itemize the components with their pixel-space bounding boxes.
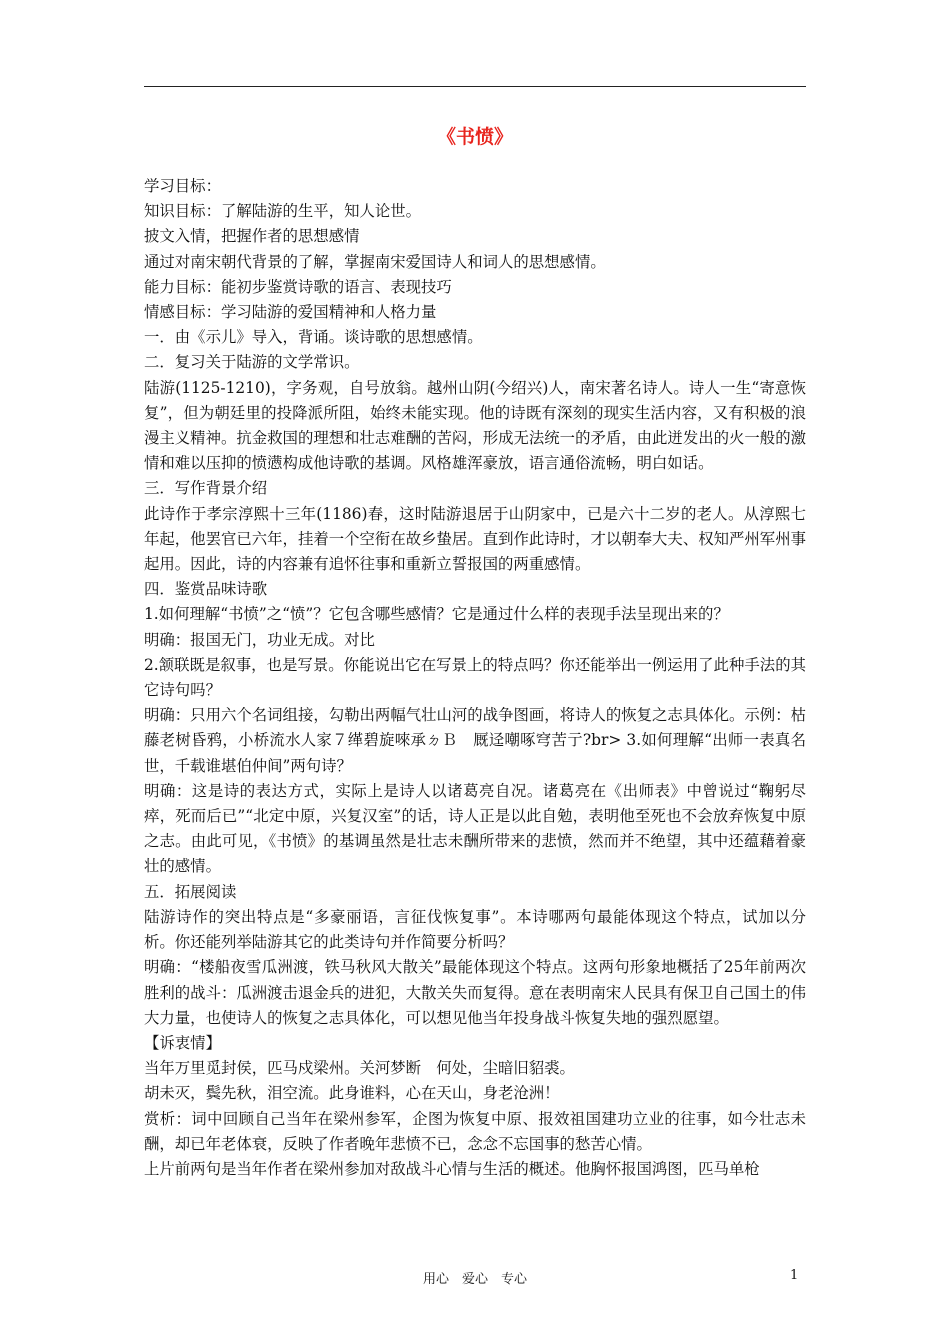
page-number: 1 <box>790 1268 799 1283</box>
paragraph: 赏析：词中回顾自己当年在梁州参军，企图为恢复中原、报效祖国建功立业的往事，如今壮志未酬，却已年老体衰，反映了作者晚年悲愤不已，念念不忘国事的愁苦心情。 <box>144 1109 806 1153</box>
paragraph: 通过对南宋朝代背景的了解，掌握南宋爱国诗人和词人的思想感情。 <box>144 252 606 271</box>
header-rule <box>144 86 806 87</box>
poem-title: 【诉衷情】 <box>144 1033 221 1052</box>
paragraph: 情感目标：学习陆游的爱国精神和人格力量 <box>144 303 437 322</box>
page-footer <box>0 1268 950 1292</box>
document-title: 《书愤》 <box>436 126 513 148</box>
footer-motto: 用心 爱心 专心 <box>422 1272 527 1287</box>
paragraph: 此诗作于孝宗淳熙十三年(1186)春，这时陆游退居于山阴家中，已是六十二岁的老人。从淳熙七年起，他罢官已六年，挂着一个空衔在故乡蛰居。直到作此诗时，才以朝奉大夫、权知严州军州事起用。因此，诗的内容兼有追怀往事和重新立誓报国的两重感情。 <box>144 504 806 574</box>
answer: 明确：只用六个名词组接，勾勒出两幅气壮山河的战争图画，将诗人的恢复之志具体化。示例：枯藤老树昏鸦，小桥流水人家７缂碧旋唻承ㄉＢ 厩迳嘲啄穹苦亍?br> 3.如何理解“出师一表真名世，千载谁堪伯仲间”两句诗？ <box>144 706 806 775</box>
poem-line: 当年万里觅封侯，匹马戍梁州。关河梦断 何处，尘暗旧貂裘。 <box>144 1059 575 1078</box>
question: 2.颔联既是叙事，也是写景。你能说出它在写景上的特点吗？你还能举出一例运用了此种手法的其它诗句吗？ <box>144 655 806 700</box>
document-body <box>144 174 806 1182</box>
paragraph: 上片前两句是当年作者在梁州参加对敌战斗心情与生活的概述。他胸怀报国鸿图，匹马单枪 <box>144 1159 760 1178</box>
paragraph: 陆游(1125-1210)，字务观，自号放翁。越州山阴(今绍兴)人，南宋著名诗人。诗人一生“寄意恢复”，但为朝廷里的投降派所阻，始终未能实现。他的诗既有深刻的现实生活内容，又有积极的浪漫主义精神。抗金救国的理想和壮志难酬的苦闷，形成无法统一的矛盾，由此迸发出的火一般的激情和难以压抑的愤懑构成他诗歌的基调。风格雄浑豪放，语言通俗流畅，明白如话。 <box>144 378 806 473</box>
section-heading: 二．复习关于陆游的文学常识。 <box>144 353 360 372</box>
question: 1.如何理解“书愤”之“愤”？它包含哪些感情？它是通过什么样的表现手法呈现出来的？ <box>144 605 729 624</box>
question: 陆游诗作的突出特点是“多豪丽语，言征伐恢复事”。本诗哪两句最能体现这个特点，试加以分析。你还能列举陆游其它的此类诗句并作简要分析吗？ <box>144 907 806 952</box>
answer: 明确：“楼船夜雪瓜洲渡，铁马秋风大散关”最能体现这个特点。这两句形象地概括了25年前两次胜利的战斗：瓜洲渡击退金兵的进犯，大散关失而复得。意在表明南宋人民具有保卫自己国土的伟大力量，也使诗人的恢复之志具体化，可以想见他当年投身战斗恢复失地的强烈愿望。 <box>144 958 806 1027</box>
paragraph: 知识目标：了解陆游的生平，知人论世。 <box>144 202 422 221</box>
paragraph: 披文入情，把握作者的思想感情 <box>144 227 360 246</box>
paragraph: 学习目标： <box>144 177 221 195</box>
paragraph: 能力目标：能初步鉴赏诗歌的语言、表现技巧 <box>144 277 452 296</box>
answer: 明确：报国无门，功业无成。对比 <box>144 630 375 649</box>
poem-line: 胡未灭，鬓先秋，泪空流。此身谁料，心在天山，身老沧洲！ <box>144 1084 560 1103</box>
section-heading: 五．拓展阅读 <box>144 882 237 901</box>
section-heading: 一．由《示儿》导入，背诵。谈诗歌的思想感情。 <box>144 328 483 347</box>
answer: 明确：这是诗的表达方式，实际上是诗人以诸葛亮自况。诸葛亮在《出师表》中曾说过“鞠躬尽瘁，死而后已”“北定中原，兴复汉室”的话，诗人正是以此自勉，表明他至死也不会放弃恢复中原之志。由此可见，《书愤》的基调虽然是壮志未酬所带来的悲愤，然而并不绝望，其中还蕴藉着豪壮的感情。 <box>144 781 806 876</box>
section-heading: 四．鉴赏品味诗歌 <box>144 580 268 599</box>
section-heading: 三．写作背景介绍 <box>144 479 268 498</box>
